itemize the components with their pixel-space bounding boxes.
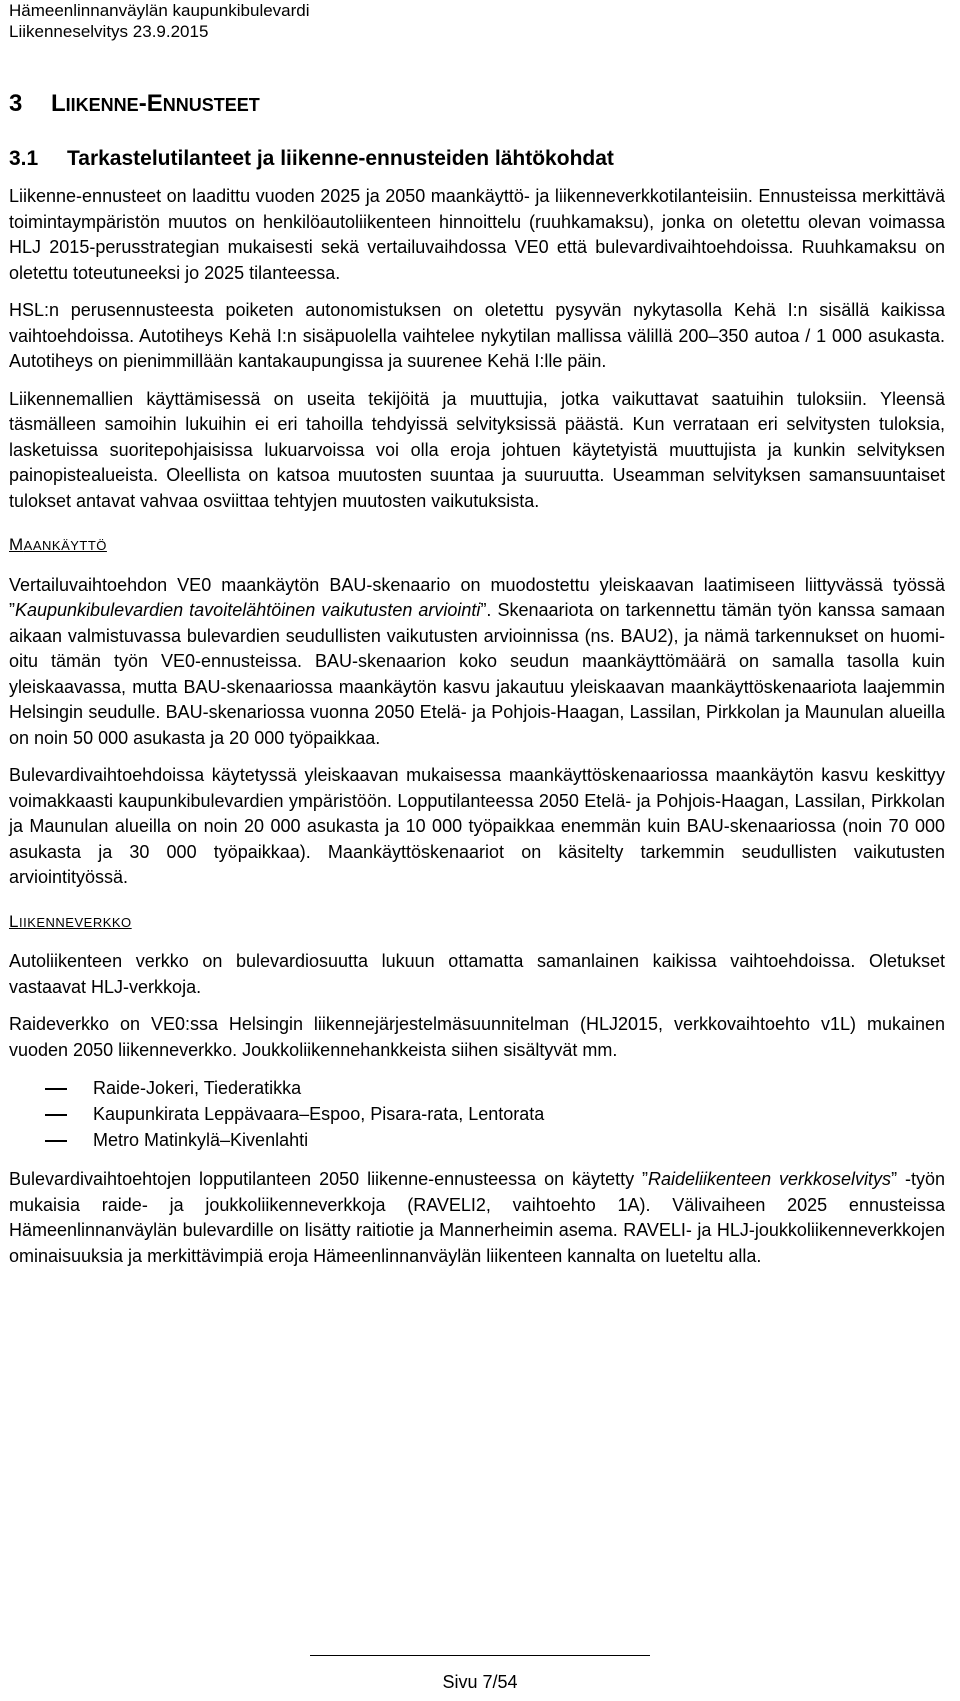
section-number: 3	[9, 90, 23, 117]
paragraph-maankaytto-2: Bulevardivaihtoehdoissa käytetyssä yleiskaavan mukaisessa maankäyttöskenaariossa maankäytön kasvu keskittyy voimakkaasti kaupunkibulevardien ympäristöön. Lopputilanteessa 2050 Etelä- ja Pohjois-Haagan, Lassilan, Pirkkolan ja Maunulan alueilla on noin 20 000 asukasta ja 10 000 työpaikkaa enemmän kuin BAU-skenaariossa (noin 70 000 asukasta ja 30 000 työpaikkaa). Maankäyttöskenaariot on käsitelty tarkemmin seudullisten vaikutusten arviointityössä.	[9, 765, 945, 887]
section-title-rest2: NNUSTEET	[162, 95, 260, 115]
section-title-initial2: E	[146, 90, 163, 117]
report-title-italic: Raideliikenteen verkkoselvitys	[648, 1169, 892, 1189]
paragraph-intro-1: Liikenne-ennusteet on laadittu vuoden 2025 ja 2050 maankäyttö- ja liikenneverkkotilanteisiin. Ennusteissa merkittävä toimintaympäristön muutos on henkilöautoliikenteen hinnoittelu (ruuhkamaksu), jonka on oletettu olevan voimassa HLJ 2015-perusstrategian mukaisesti sekä vertailuvaihdossa VE0 että bulevardivaihtoehdoissa. Ruuhkamaksu on oletettu toteutuneeksi jo 2025 tilanteessa.	[9, 186, 945, 283]
subsection-heading	[9, 146, 614, 172]
footer-divider	[310, 1655, 650, 1656]
paragraph-intro-2: HSL:n perusennusteesta poiketen autonomistuksen on oletettu pysyvän nykytasolla Kehä I:n sisällä kaikissa vaihtoehdoissa. Autotiheys Kehä I:n sisäpuolella vaihtelee nykytilan mallissa välillä 200–350 autoa / 1 000 asukasta. Autotiheys on pienimmillään kantakaupungissa ja suurenee Kehä I:lle päin.	[9, 300, 945, 371]
paragraph-liikenneverkko-3: Bulevardivaihtoehtojen lopputilanteen 2050 liikenne-ennusteessa on käytetty ”Raideliikenteen verkkoselvitys” -työn mukaisia raide- ja joukkoliikenneverkkoja (RAVELI2, vaihtoehto 1A). Välivaiheen 2025 ennusteissa Hämeenlinnanväylän bulevardille on lisätty raitiotie ja Mannerheimin asema. RAVELI- ja HLJ-joukkoliikenneverkkojen ominaisuuksia ja merkittävimpiä eroja Hämeenlinnanväylän liikenteen kannalta on lueteltu alla.	[9, 1169, 946, 1266]
section-title-rest: IIKENNE	[65, 95, 139, 115]
section-title-initial: L	[51, 90, 66, 117]
page-number: Sivu 7/54	[442, 1672, 518, 1692]
project-list	[9, 1075, 945, 1153]
body-text	[9, 184, 945, 1281]
section-heading	[9, 90, 260, 119]
paragraph-intro-3: Liikennemallien käyttämisessä on useita tekijöitä ja muuttujia, jotka vaikuttavat saatuihin tuloksiin. Yleensä täsmälleen samoihin lukuihin ei eri tahoilla tehdyissä selvityksissä päästä. Kun verrataan eri selvitysten tuloksia, lasketuissa suoritepohjaisissa lukuarvoissa voi olla eroja johtuen käytetyistä muuttujista ja kunkin selvityksen painopistealueista. Oleellista on katsoa muutosten suuntaa ja suuruutta. Useamman selvityksen samansuuntaiset tulokset antavat vahvaa osviittaa tehtyjen muutosten vaikutuksista.	[9, 388, 945, 511]
header-report-date: Liikenneselvitys 23.9.2015	[9, 22, 209, 41]
paragraph-liikenneverkko-1: Autoliikenteen verkko on bulevardiosuutta lukuun ottamatta samanlainen kaikissa vaihtoehdoissa. Oletukset vastaavat HLJ-verkkoja.	[9, 951, 945, 997]
subsection-number: 3.1	[9, 147, 39, 170]
maankaytto-heading: MAANKÄYTTÖ	[9, 535, 107, 554]
report-title-italic: Kaupunkibulevardien tavoitelähtöinen vaikutusten arviointi	[15, 600, 481, 620]
section-title-dash: -	[138, 90, 147, 117]
running-header	[9, 0, 310, 42]
paragraph-maankaytto-1: Vertailuvaihtoehdon VE0 maankäytön BAU-skenaario on muodostettu yleiskaavan laatimiseen liittyvässä työssä ”Kaupunkibulevardien tavoitelähtöinen vaikutusten arviointi”. Skenaariota on tarkennettu tämän työn kanssa samaan aikaan valmistuvassa bulevardien seudullisten vaikutusten arvioinnissa (ns. BAU2), ja nämä tarkennukset on huomioitu tämän työn VE0-ennusteissa. BAU-skenaarion koko seudun maankäyttömäärä on samalla tasolla kuin yleiskaavassa, mutta BAU-skenaariossa maankäytön kasvu jakautuu yleiskaavan maankäyttöskenaariota laajemmin Helsingin seudulle. BAU-skenariossa vuonna 2050 Etelä- ja Pohjois-Haagan, Lassilan, Pirkkolan ja Maunulan alueilla on noin 50 000 asukasta ja 20 000 työpaikkaa.	[9, 574, 945, 748]
list-item: Raide-Jokeri, Tiederatikka	[9, 1075, 945, 1101]
paragraph-liikenneverkko-2: Raideverkko on VE0:ssa Helsingin liikennejärjestelmäsuunnitelman (HLJ2015, verkkovaihtoehto v1L) mukainen vuoden 2050 liikenneverkko. Joukkoliikennehankkeista siihen sisältyvät mm.	[9, 1014, 945, 1060]
list-item: Metro Matinkylä–Kivenlahti	[9, 1127, 945, 1153]
list-item: Kaupunkirata Leppävaara–Espoo, Pisara-rata, Lentorata	[9, 1101, 945, 1127]
header-project-title: Hämeenlinnanväylän kaupunkibulevardi	[9, 1, 310, 20]
subsection-title: Tarkastelutilanteet ja liikenne-ennusteiden lähtökohdat	[67, 147, 614, 170]
liikenneverkko-heading: LIIKENNEVERKKO	[9, 911, 132, 931]
